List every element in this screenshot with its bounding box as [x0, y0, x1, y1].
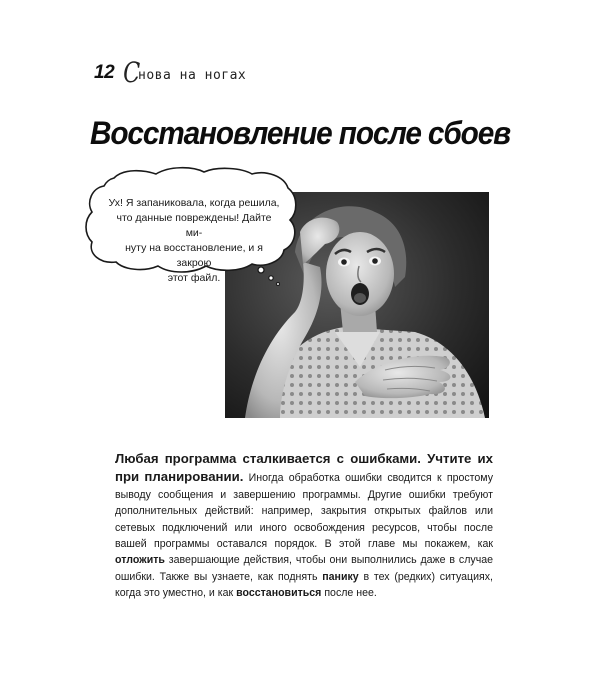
body-paragraph [115, 450, 493, 602]
page-title: Восстановление после сбоев [89, 115, 511, 151]
speech-bubble-text [108, 196, 280, 286]
bubble-line: нуту на восстановление, и я закрою [125, 242, 263, 269]
body-text: завершающие действия, чтобы они выполнились даже в случае ошибки. Также вы узнаете, как поднять [115, 554, 493, 583]
keyword-defer: отложить [115, 554, 165, 567]
bubble-line: этот файл. [167, 272, 221, 284]
keyword-recover: восстановиться [236, 587, 322, 600]
chapter-title-initial: С [123, 56, 141, 89]
lead-sentence: Любая программа сталкивается с ошибками. Учтите их при [115, 451, 493, 485]
body-text: в тех (редких) ситуациях, когда это уместно, и как [115, 570, 493, 600]
body-text: после нее. [321, 587, 377, 600]
page-number: 12 [94, 62, 115, 83]
chapter-header [94, 56, 394, 92]
keyword-panic: панику [322, 570, 359, 583]
bubble-line: что данные повреждены! Дайте ми- [116, 212, 272, 239]
lead-sentence-end: планировании. [144, 469, 244, 485]
body-text: Иногда обработка ошибки сводится к простому выводу сообщения и завершению программы. Другие ошибки требуют дополнительных действий: например, закрытия открытых файлов или сетевых подключений или иного освобождения ресурсов, чтобы после вашей программы оставался порядок. В этой главе мы покажем, как [115, 472, 493, 551]
bubble-line: Ух! Я запаниковала, когда решила, [108, 197, 280, 209]
chapter-title: нова на ногах [138, 68, 247, 83]
